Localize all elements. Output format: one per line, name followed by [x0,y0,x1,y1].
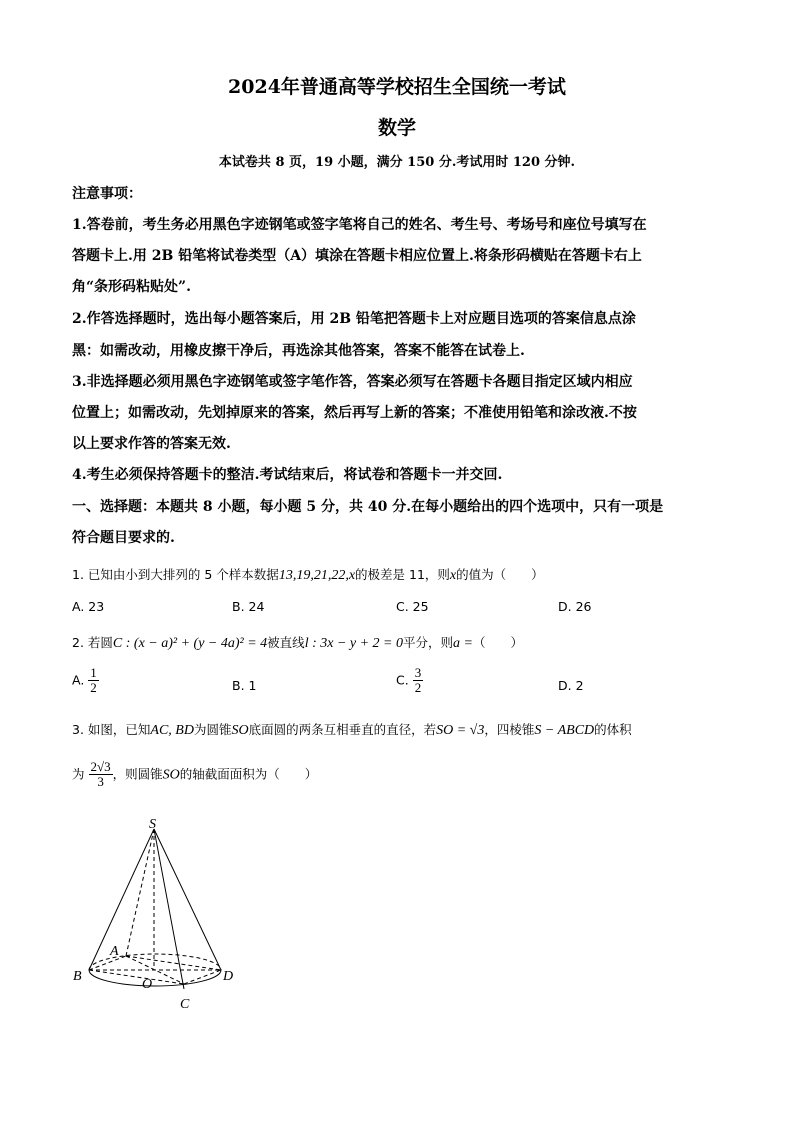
notes-line: 答题卡上.用 2B 铅笔将试卷类型（A）填涂在答题卡相应位置上.将条形码横贴在答题卡右上 [72,248,642,264]
q1-data: 13,19,21,22,x [278,568,356,583]
q1-option-b[interactable]: B. 24 [232,599,265,614]
edge-sb [89,829,154,970]
question-1: 1. 已知由小到大排列的 5 个样本数据13,19,21,22,x的极差是 11，则x的值为（ ） [72,567,544,583]
notes-line: 位置上；如需改动，先划掉原来的答案，然后再写上新的答案；不准使用铅笔和涂改液.不按 [72,405,637,421]
q1-option-a[interactable]: A. 23 [72,599,105,614]
section-heading: 一、选择题：本题共 8 小题，每小题 5 分，共 40 分.在每小题给出的四个选项中，只有一项是 [72,499,664,515]
fraction: $\frac{3}{2}$ [414,665,422,696]
label-o: O [142,977,153,992]
q2-line: l : 3x − y + 2 = 0 [304,636,404,651]
exam-description: 本试卷共 8 页，19 小题，满分 150 分.考试用时 120 分钟. [218,155,576,170]
edge-sc [154,829,184,989]
q1-var: x [449,568,457,583]
label-b: B [73,969,82,984]
side-bc [89,970,184,984]
question-3: 3. 如图，已知AC, BD为圆锥SO底面圆的两条互相垂直的直径，若SO = √3，四棱锥S − ABCD的体积 [72,722,632,738]
notes-line: 4.考生必须保持答题卡的整洁.考试结束后，将试卷和答题卡一并交回. [72,467,503,483]
label-c: C [180,997,190,1012]
q2-var: a = [453,636,473,651]
notes-line: 2.作答选择题时，选出每小题答案后，用 2B 铅笔把答题卡上对应题目选项的答案信息点涂 [72,311,636,327]
q1-option-d[interactable]: D. 26 [558,599,592,614]
question-3-cont: 为 $\frac{2√3}{3}$ ，则圆锥SO的轴截面面积为（ ） [72,759,318,790]
q2-option-b[interactable]: B. 1 [232,678,257,693]
notes-line: 1.答卷前，考生务必用黑色字迹钢笔或签字笔将自己的姓名、考生号、考场号和座位号填写在 [72,217,647,233]
notes-line: 黑：如需改动，用橡皮擦干净后，再选涂其他答案，答案不能答在试卷上. [72,343,525,359]
notes-line: 以上要求作答的答案无效. [72,436,231,452]
label-d: D [223,969,234,984]
label-a: A [110,944,119,959]
fraction: $\frac{2√3}{3}$ [90,759,111,790]
q2-option-c[interactable]: C. $\frac{3}{2}$ [396,665,422,696]
exam-subject: 数学 [377,117,416,139]
exam-title: 2024年普通高等学校招生全国统一考试 [228,76,566,98]
q1-option-c[interactable]: C. 25 [396,599,429,614]
section-heading-cont: 符合题目要求的. [72,530,175,546]
q2-circle: C : (x − a)² + (y − 4a)² = 4 [112,636,268,651]
fraction: $\frac{1}{2}$ [90,665,97,696]
notes-heading: 注意事项： [72,186,142,202]
notes-line: 角“条形码粘贴处”. [72,279,191,295]
q2-option-a[interactable]: A. $\frac{1}{2}$ [72,665,97,696]
cone-figure [68,812,248,1022]
label-s: S [149,817,156,832]
notes-line: 3.非选择题必须用黑色字迹钢笔或签字笔作答，答案必须写在答题卡各题目指定区域内相应 [72,374,633,390]
edge-sa [126,829,154,956]
base-front-arc [89,970,221,986]
question-2: 2. 若圆C : (x − a)² + (y − 4a)² = 4被直线l : 3x − y + 2 = 0平分，则a =（ ） [72,635,523,651]
q2-option-d[interactable]: D. 2 [558,678,584,693]
edge-sd [154,829,221,970]
